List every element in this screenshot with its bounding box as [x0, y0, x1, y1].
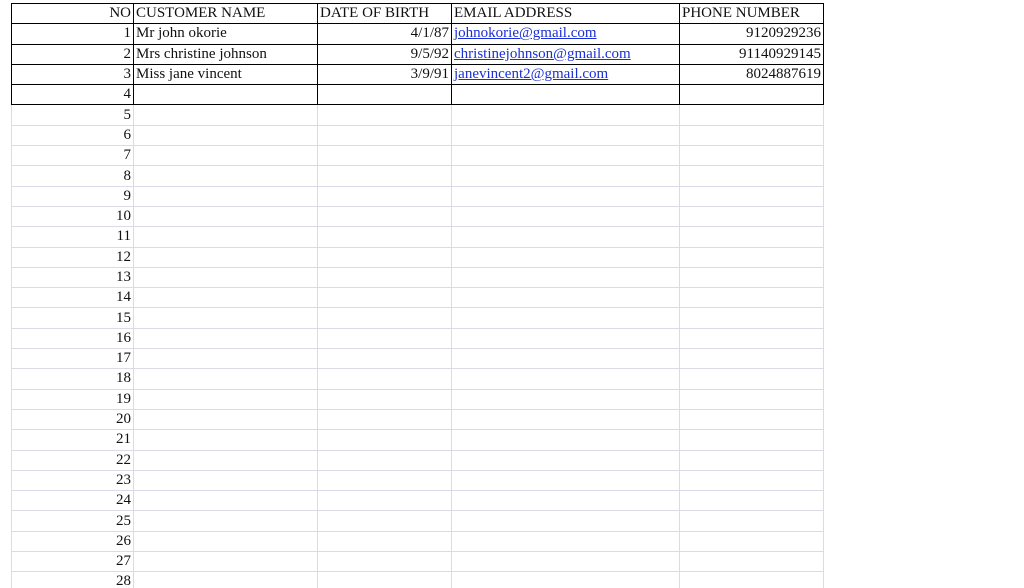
empty-row [12, 308, 824, 328]
empty-row [12, 247, 824, 267]
cell-date-of-birth[interactable] [318, 288, 452, 308]
cell-phone-number[interactable] [680, 308, 824, 328]
cell-date-of-birth[interactable] [318, 146, 452, 166]
cell-phone-number[interactable]: 91140929145 [680, 44, 824, 64]
cell-date-of-birth[interactable] [318, 308, 452, 328]
empty-row [12, 470, 824, 490]
cell-email-address[interactable] [452, 186, 680, 206]
row-number[interactable]: 16 [12, 328, 134, 348]
row-number[interactable]: 19 [12, 389, 134, 409]
cell-customer-name[interactable] [134, 247, 318, 267]
header-customer-name[interactable]: CUSTOMER NAME [134, 4, 318, 24]
cell-email-address[interactable] [452, 308, 680, 328]
table-row [12, 85, 824, 105]
customer-table [11, 3, 824, 588]
cell-phone-number[interactable] [680, 430, 824, 450]
cell-email-address[interactable] [452, 247, 680, 267]
cell-phone-number[interactable] [680, 105, 824, 125]
cell-date-of-birth[interactable] [318, 409, 452, 429]
cell-no[interactable]: 4 [12, 85, 134, 105]
empty-row [12, 369, 824, 389]
empty-row [12, 531, 824, 551]
row-number[interactable]: 12 [12, 247, 134, 267]
cell-email-address[interactable] [452, 105, 680, 125]
cell-phone-number[interactable] [680, 267, 824, 287]
cell-phone-number[interactable] [680, 227, 824, 247]
empty-row [12, 430, 824, 450]
cell-phone-number[interactable] [680, 450, 824, 470]
row-number[interactable]: 7 [12, 146, 134, 166]
cell-customer-name[interactable] [134, 146, 318, 166]
row-number[interactable]: 23 [12, 470, 134, 490]
cell-phone-number[interactable] [680, 552, 824, 572]
cell-email-address[interactable] [452, 409, 680, 429]
cell-date-of-birth[interactable] [318, 125, 452, 145]
row-number[interactable]: 5 [12, 105, 134, 125]
empty-row [12, 166, 824, 186]
row-number[interactable]: 11 [12, 227, 134, 247]
cell-phone-number[interactable] [680, 349, 824, 369]
table-row [12, 24, 824, 44]
cell-date-of-birth[interactable] [318, 349, 452, 369]
cell-customer-name[interactable] [134, 105, 318, 125]
cell-customer-name[interactable] [134, 511, 318, 531]
cell-customer-name[interactable] [134, 308, 318, 328]
row-number[interactable]: 18 [12, 369, 134, 389]
cell-email-address[interactable] [452, 64, 680, 84]
row-number[interactable]: 24 [12, 491, 134, 511]
cell-customer-name[interactable] [134, 491, 318, 511]
cell-date-of-birth[interactable] [318, 105, 452, 125]
cell-phone-number[interactable] [680, 146, 824, 166]
cell-phone-number[interactable] [680, 531, 824, 551]
cell-customer-name[interactable] [134, 206, 318, 226]
cell-customer-name[interactable] [134, 125, 318, 145]
cell-customer-name[interactable] [134, 227, 318, 247]
cell-customer-name[interactable] [134, 409, 318, 429]
row-number[interactable]: 10 [12, 206, 134, 226]
header-row [12, 4, 824, 24]
row-number[interactable]: 15 [12, 308, 134, 328]
cell-date-of-birth[interactable] [318, 267, 452, 287]
cell-email-address[interactable] [452, 572, 680, 588]
cell-email-address[interactable] [452, 125, 680, 145]
cell-phone-number[interactable] [680, 389, 824, 409]
cell-customer-name[interactable] [134, 186, 318, 206]
empty-row [12, 267, 824, 287]
cell-email-address[interactable] [452, 531, 680, 551]
cell-date-of-birth[interactable] [318, 247, 452, 267]
row-number[interactable]: 22 [12, 450, 134, 470]
email-link[interactable]: janevincent2@gmail.com [454, 66, 609, 83]
cell-email-address[interactable] [452, 369, 680, 389]
cell-date-of-birth[interactable] [318, 491, 452, 511]
cell-phone-number[interactable] [680, 328, 824, 348]
cell-phone-number[interactable] [680, 491, 824, 511]
empty-row [12, 552, 824, 572]
empty-row [12, 125, 824, 145]
empty-row [12, 409, 824, 429]
cell-phone-number[interactable]: 8024887619 [680, 64, 824, 84]
cell-date-of-birth[interactable] [318, 369, 452, 389]
empty-row [12, 572, 824, 588]
cell-email-address[interactable] [452, 166, 680, 186]
spreadsheet [11, 3, 825, 588]
cell-date-of-birth[interactable] [318, 389, 452, 409]
header-phone-number[interactable]: PHONE NUMBER [680, 4, 824, 24]
empty-row [12, 146, 824, 166]
empty-row [12, 105, 824, 125]
cell-date-of-birth[interactable] [318, 328, 452, 348]
cell-customer-name[interactable] [134, 166, 318, 186]
cell-customer-name[interactable] [134, 389, 318, 409]
cell-email-address[interactable] [452, 430, 680, 450]
cell-phone-number[interactable] [680, 572, 824, 588]
cell-customer-name[interactable] [134, 450, 318, 470]
cell-email-address[interactable] [452, 511, 680, 531]
cell-date-of-birth[interactable]: 4/1/87 [318, 24, 452, 44]
empty-row [12, 389, 824, 409]
cell-email-address[interactable] [452, 44, 680, 64]
cell-customer-name[interactable]: Miss jane vincent [134, 64, 318, 84]
cell-customer-name[interactable] [134, 430, 318, 450]
cell-date-of-birth[interactable]: 9/5/92 [318, 44, 452, 64]
row-number[interactable]: 20 [12, 409, 134, 429]
cell-customer-name[interactable] [134, 85, 318, 105]
row-number[interactable]: 9 [12, 186, 134, 206]
cell-customer-name[interactable] [134, 552, 318, 572]
cell-date-of-birth[interactable] [318, 572, 452, 588]
row-number[interactable]: 27 [12, 552, 134, 572]
row-number[interactable]: 8 [12, 166, 134, 186]
cell-customer-name[interactable] [134, 288, 318, 308]
cell-phone-number[interactable] [680, 125, 824, 145]
cell-email-address[interactable] [452, 288, 680, 308]
cell-date-of-birth[interactable] [318, 206, 452, 226]
cell-email-address[interactable] [452, 227, 680, 247]
cell-customer-name[interactable] [134, 531, 318, 551]
cell-email-address[interactable] [452, 85, 680, 105]
empty-row [12, 288, 824, 308]
cell-customer-name[interactable] [134, 267, 318, 287]
row-number[interactable]: 14 [12, 288, 134, 308]
row-number[interactable]: 25 [12, 511, 134, 531]
cell-customer-name[interactable] [134, 328, 318, 348]
cell-email-address[interactable] [452, 389, 680, 409]
cell-date-of-birth[interactable] [318, 85, 452, 105]
cell-phone-number[interactable] [680, 206, 824, 226]
cell-date-of-birth[interactable] [318, 166, 452, 186]
cell-no[interactable]: 3 [12, 64, 134, 84]
cell-email-address[interactable] [452, 206, 680, 226]
cell-date-of-birth[interactable] [318, 186, 452, 206]
email-link[interactable]: christinejohnson@gmail.com [454, 45, 631, 62]
cell-phone-number[interactable] [680, 247, 824, 267]
email-link[interactable]: johnokorie@gmail.com [454, 25, 597, 42]
cell-phone-number[interactable] [680, 470, 824, 490]
cell-customer-name[interactable] [134, 369, 318, 389]
empty-row [12, 227, 824, 247]
cell-customer-name[interactable] [134, 349, 318, 369]
cell-phone-number[interactable] [680, 186, 824, 206]
cell-date-of-birth[interactable] [318, 430, 452, 450]
cell-customer-name[interactable] [134, 470, 318, 490]
cell-phone-number[interactable]: 9120929236 [680, 24, 824, 44]
cell-date-of-birth[interactable] [318, 450, 452, 470]
cell-phone-number[interactable] [680, 166, 824, 186]
cell-phone-number[interactable] [680, 288, 824, 308]
cell-no[interactable]: 2 [12, 44, 134, 64]
empty-row [12, 450, 824, 470]
cell-email-address[interactable] [452, 491, 680, 511]
cell-email-address[interactable] [452, 267, 680, 287]
empty-row [12, 511, 824, 531]
cell-email-address[interactable] [452, 328, 680, 348]
cell-customer-name[interactable]: Mr john okorie [134, 24, 318, 44]
table-row [12, 44, 824, 64]
row-number[interactable]: 28 [12, 572, 134, 588]
cell-date-of-birth[interactable] [318, 227, 452, 247]
cell-date-of-birth[interactable] [318, 470, 452, 490]
row-number[interactable]: 6 [12, 125, 134, 145]
cell-email-address[interactable] [452, 146, 680, 166]
row-number[interactable]: 26 [12, 531, 134, 551]
header-no[interactable]: NO [12, 4, 134, 24]
cell-date-of-birth[interactable]: 3/9/91 [318, 64, 452, 84]
table-row [12, 64, 824, 84]
cell-email-address[interactable] [452, 470, 680, 490]
header-date-of-birth[interactable]: DATE OF BIRTH [318, 4, 452, 24]
empty-row [12, 206, 824, 226]
cell-email-address[interactable] [452, 24, 680, 44]
row-number[interactable]: 17 [12, 349, 134, 369]
empty-row [12, 491, 824, 511]
empty-row [12, 349, 824, 369]
cell-date-of-birth[interactable] [318, 511, 452, 531]
row-number[interactable]: 21 [12, 430, 134, 450]
header-email-address[interactable]: EMAIL ADDRESS [452, 4, 680, 24]
cell-customer-name[interactable] [134, 572, 318, 588]
empty-row [12, 328, 824, 348]
cell-customer-name[interactable]: Mrs christine johnson [134, 44, 318, 64]
cell-date-of-birth[interactable] [318, 552, 452, 572]
cell-no[interactable]: 1 [12, 24, 134, 44]
empty-row [12, 186, 824, 206]
cell-email-address[interactable] [452, 450, 680, 470]
cell-phone-number[interactable] [680, 511, 824, 531]
cell-email-address[interactable] [452, 552, 680, 572]
cell-date-of-birth[interactable] [318, 531, 452, 551]
cell-phone-number[interactable] [680, 409, 824, 429]
cell-phone-number[interactable] [680, 369, 824, 389]
row-number[interactable]: 13 [12, 267, 134, 287]
cell-email-address[interactable] [452, 349, 680, 369]
cell-phone-number[interactable] [680, 85, 824, 105]
